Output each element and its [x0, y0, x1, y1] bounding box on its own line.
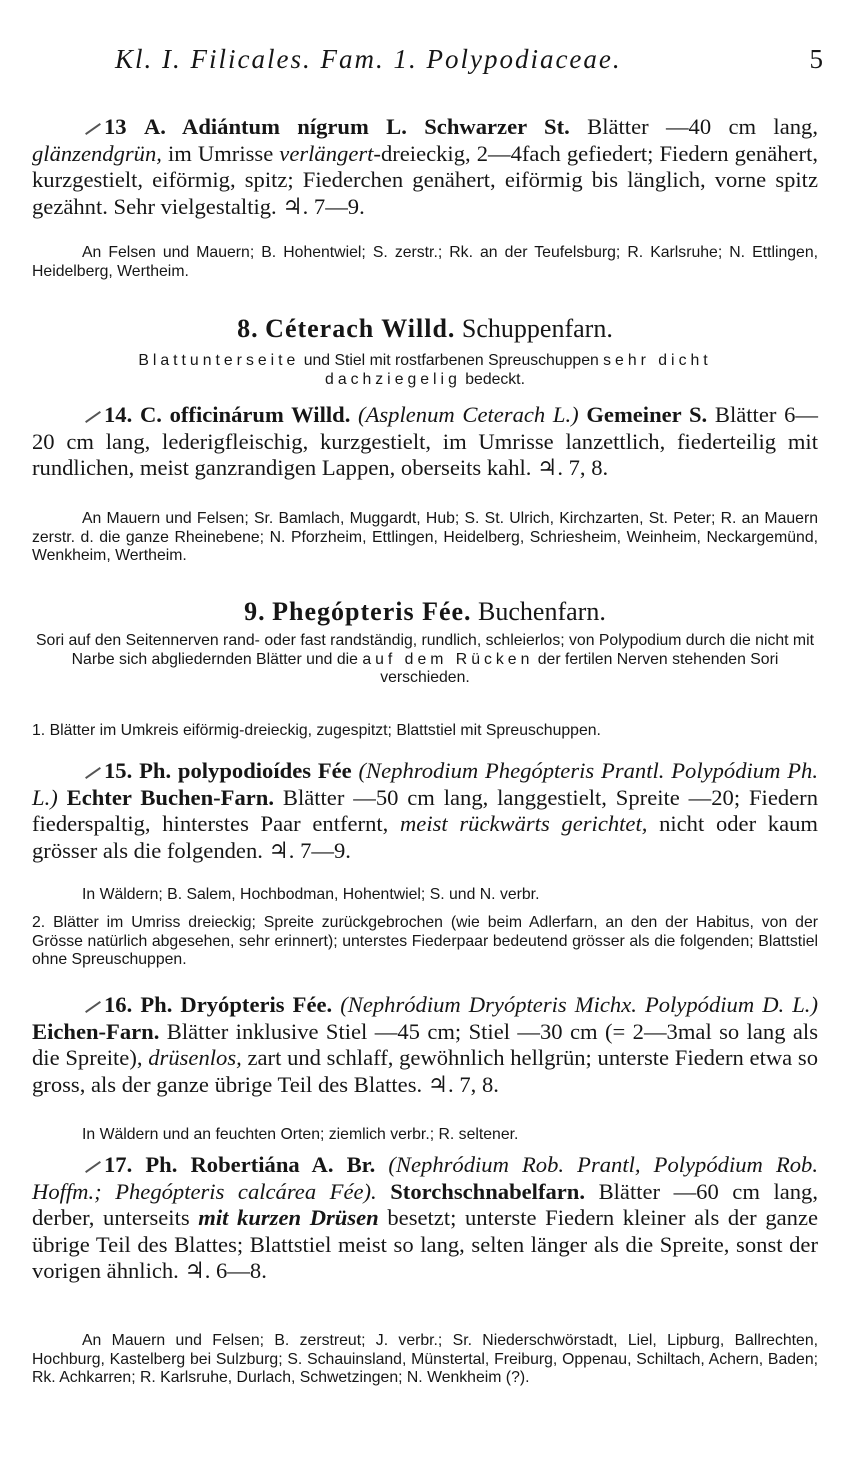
genus-heading-9: 9. Phegópteris Fée. Buchenfarn. [244, 597, 606, 626]
key-item-2: 2. Blätter im Umriss dreieckig; Spreite zurückgebrochen (wie beim Adlerfarn, an den der Habitus, von der Grösse natürlich abgesehen, sehr erinnert); unterstes Fiederpaar bedeutend grösser als die folgenden; Blattstiel ohne Spreuschuppen. [32, 914, 818, 969]
genus-heading-8: 8. Céterach Willd. Schuppenfarn. [237, 314, 613, 343]
species-name: A. Adiántum nígrum L. [143, 114, 407, 139]
key-item-1: 1. Blätter im Umkreis eiförmig-dreieckig, zugespitzt; Blattstiel mit Spreuschuppen. [32, 722, 601, 739]
entry-number: 14. [104, 402, 133, 427]
entry-13: 13 A. Adiántum nígrum L. Schwarzer St. Blätter —40 cm lang, glänzendgrün, im Umrisse verlängert-dreieckig, 2—4fach gefiedert; Fiedern genähert, kurzgestielt, eiförmig, spitz; Fiederchen genähert, eiförmig bis länglich, vorne spitz gezähnt. Sehr vielgestaltig. ♃. 7—9. [32, 114, 818, 219]
checkmark-icon [85, 1001, 101, 1013]
species-name: Ph. Dryópteris Fée. [140, 992, 333, 1017]
checkmark-icon [85, 1161, 101, 1173]
entry-13-localities: An Felsen und Mauern; B. Hohentwiel; S. zerstr.; Rk. an der Teufelsburg; R. Karlsruhe; N. Ettlingen, Heidelberg, Wertheim. [32, 244, 818, 280]
entry-15-localities: In Wäldern; B. Salem, Hochbodman, Hohentwiel; S. und N. verbr. [82, 886, 540, 903]
genus-name: Phegópteris Fée. [272, 597, 472, 626]
genus-common-name: Schuppenfarn. [461, 314, 613, 343]
common-name: Schwarzer St. [424, 114, 570, 139]
genus-9-description: Sori auf den Seitennerven rand- oder fast randständig, rundlich, schleierlos; von Polypodium durch die nicht mit Narbe sich abgliedernden Blätter und die auf dem Rücken der fertilen Nerven stehenden Sori verschieden. [36, 632, 814, 687]
entry-14: 14. C. officinárum Willd. (Asplenum Ceterach L.) Gemeiner S. Blätter 6—20 cm lang, lederigfleischig, kurzgestielt, im Umrisse lanzettlich, fiederteilig mit rundlichen, meist ganzrandigen Lappen, oberseits kahl. ♃. 7, 8. [32, 402, 818, 481]
synonym: (Asplenum Ceterach L.) [358, 402, 579, 427]
page-number: 5 [809, 44, 825, 74]
running-title: Kl. I. Filicales. Fam. 1. Polypodiaceae. [115, 44, 622, 74]
checkmark-icon [85, 411, 101, 423]
common-name: Eichen-Farn. [32, 1018, 160, 1044]
entry-16-localities: In Wäldern und an feuchten Orten; ziemlich verbr.; R. seltener. [82, 1126, 519, 1143]
genus-8-description: Blattunterseite und Stiel mit rostfarbenen Spreuschuppen sehr dicht dachziegelig bedeckt. [138, 352, 712, 388]
species-name: Ph. Robertiána A. Br. [145, 1152, 376, 1177]
synonym: (Nephrodium Phegópteris Prantl. Polypódium Ph. L.) [32, 758, 818, 810]
common-name: Storchschnabelfarn. [390, 1178, 586, 1204]
entry-16: 16. Ph. Dryópteris Fée. (Nephródium Dryópteris Michx. Polypódium D. L.) Eichen-Farn. Blätter inklusive Stiel —45 cm; Stiel —30 cm (= 2—3mal so lang als die Spreite), drüsenlos, zart und schlaff, gewöhnlich hellgrün; unterste Fiedern etwa so gross, als der ganze übrige Teil des Blattes. ♃. 7, 8. [32, 992, 818, 1097]
entry-number: 17. [104, 1152, 133, 1177]
genus-name: Céterach Willd. [265, 314, 456, 343]
entry-number: 16. [104, 992, 133, 1017]
genus-common-name: Buchenfarn. [478, 597, 606, 626]
checkmark-icon [85, 767, 101, 779]
checkmark-icon [85, 123, 101, 135]
common-name: Gemeiner S. [586, 402, 708, 427]
common-name: Echter Buchen-Farn. [66, 784, 275, 810]
synonym: (Nephródium Rob. Prantl, Polypódium Rob. Hoffm.; Phegópteris calcárea Fée). [32, 1152, 818, 1204]
species-name: Ph. polypodioídes Fée [139, 758, 352, 783]
entry-17: 17. Ph. Robertiána A. Br. (Nephródium Rob. Prantl, Polypódium Rob. Hoffm.; Phegópteris calcárea Fée). Storchschnabelfarn. Blätter —60 cm lang, derber, unterseits mit kurzen Drüsen besetzt; unterste Fiedern kleiner als der ganze übrige Teil des Blattes; Blattstiel meist so lang, selten länger als die Spreite, sonst der vorigen ähnlich. ♃. 6—8. [32, 1152, 819, 1284]
entry-number: 13 [104, 114, 127, 139]
entry-15: 15. Ph. polypodioídes Fée (Nephrodium Phegópteris Prantl. Polypódium Ph. L.) Echter Buchen-Farn. Blätter —50 cm lang, langgestielt, Spreite —20; Fiedern fiederspaltig, hinterstes Paar entfernt, meist rückwärts gerichtet, nicht oder kaum grösser als die folgenden. ♃. 7—9. [32, 758, 819, 863]
entry-14-localities: An Mauern und Felsen; Sr. Bamlach, Muggardt, Hub; S. St. Ulrich, Kirchzarten, St. Peter; R. an Mauern zerstr. d. die ganze Rheinebene; N. Pforzheim, Ettlingen, Heidelberg, Schriesheim, Weinheim, Neckargemünd, Wenkheim, Wertheim. [32, 510, 818, 565]
synonym: (Nephródium Dryópteris Michx. Polypódium D. L.) [340, 992, 818, 1017]
species-name: C. officinárum Willd. [139, 402, 351, 427]
entry-17-localities: An Mauern und Felsen; B. zerstreut; J. verbr.; Sr. Niederschwörstadt, Liel, Lipburg, Ballrechten, Hochburg, Kastelberg bei Sulzburg; S. Schauinsland, Münstertal, Freiburg, Oppenau, Schiltach, Achern, Baden; Rk. Achkarren; R. Karlsruhe, Durlach, Schwetzingen; N. Wenkheim (?). [32, 1332, 818, 1387]
entry-number: 15. [104, 758, 133, 783]
running-header [115, 44, 825, 84]
